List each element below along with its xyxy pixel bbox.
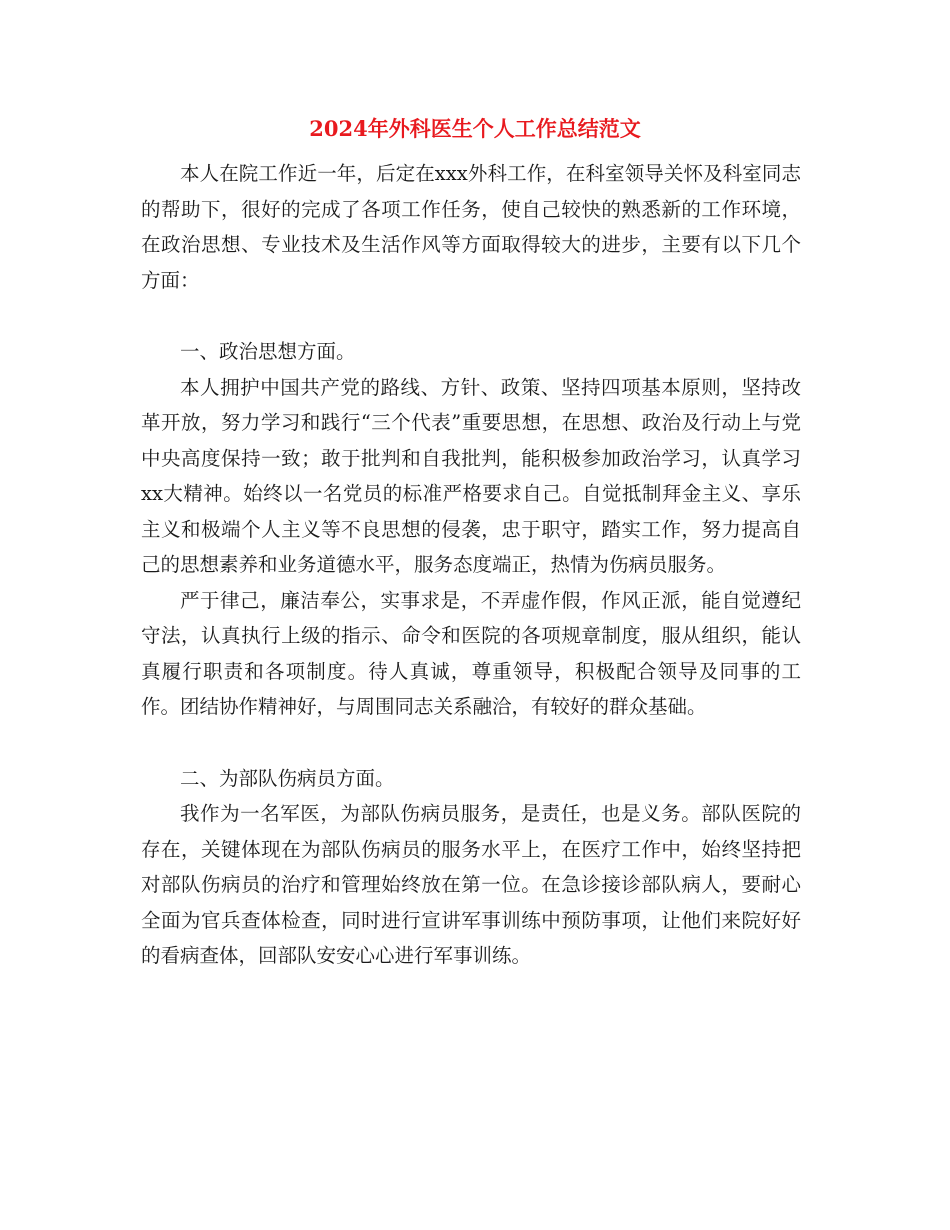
intro-paragraph: 本人在院工作近一年，后定在xxx外科工作，在科室领导关怀及科室同志的帮助下，很好的完成了各项工作任务，使自己较快的熟悉新的工作环境，在政治思想、专业技术及生活作风等方面取得较大的进步，主要有以下几个方面： — [141, 162, 801, 292]
political-paragraph-2: 严于律己，廉洁奉公，实事求是，不弄虚作假，作风正派，能自觉遵纪守法，认真执行上级的指示、命令和医院的各项规章制度，服从组织，能认真履行职责和各项制度。待人真诚，尊重领导，积极配合领导及同事的工作。团结协作精神好，与周围同志关系融洽，有较好的群众基础。 — [141, 588, 801, 718]
political-paragraph-1: 本人拥护中国共产党的路线、方针、政策、坚持四项基本原则，坚持改革开放，努力学习和践行“三个代表”重要思想，在思想、政治及行动上与党中央高度保持一致；敢于批判和自我批判，能积极参加政治学习，认真学习xx大精神。始终以一名党员的标准严格要求自己。自觉抵制拜金主义、享乐主义和极端个人主义等不良思想的侵袭，忠于职守，踏实工作，努力提高自己的思想素养和业务道德水平，服务态度端正，热情为伤病员服务。 — [141, 375, 801, 576]
section-heading-political: 一、政治思想方面。 — [180, 340, 356, 363]
section-heading-troops: 二、为部队伤病员方面。 — [180, 766, 395, 790]
paragraph-spacer — [141, 725, 801, 761]
document-body — [141, 156, 801, 974]
troops-paragraph-1: 我作为一名军医，为部队伤病员服务，是责任，也是义务。部队医院的存在，关键体现在为部队伤病员的服务水平上，在医疗工作中，始终坚持把对部队伤病员的治疗和管理始终放在第一位。在急诊接诊部队病人，要耐心全面为官兵查体检查，同时进行宣讲军事训练中预防事项，让他们来院好好的看病查体，回部队安安心心进行军事训练。 — [141, 802, 801, 967]
document-title: 2024年外科医生个人工作总结范文 — [309, 116, 641, 141]
paragraph-spacer — [141, 298, 801, 334]
